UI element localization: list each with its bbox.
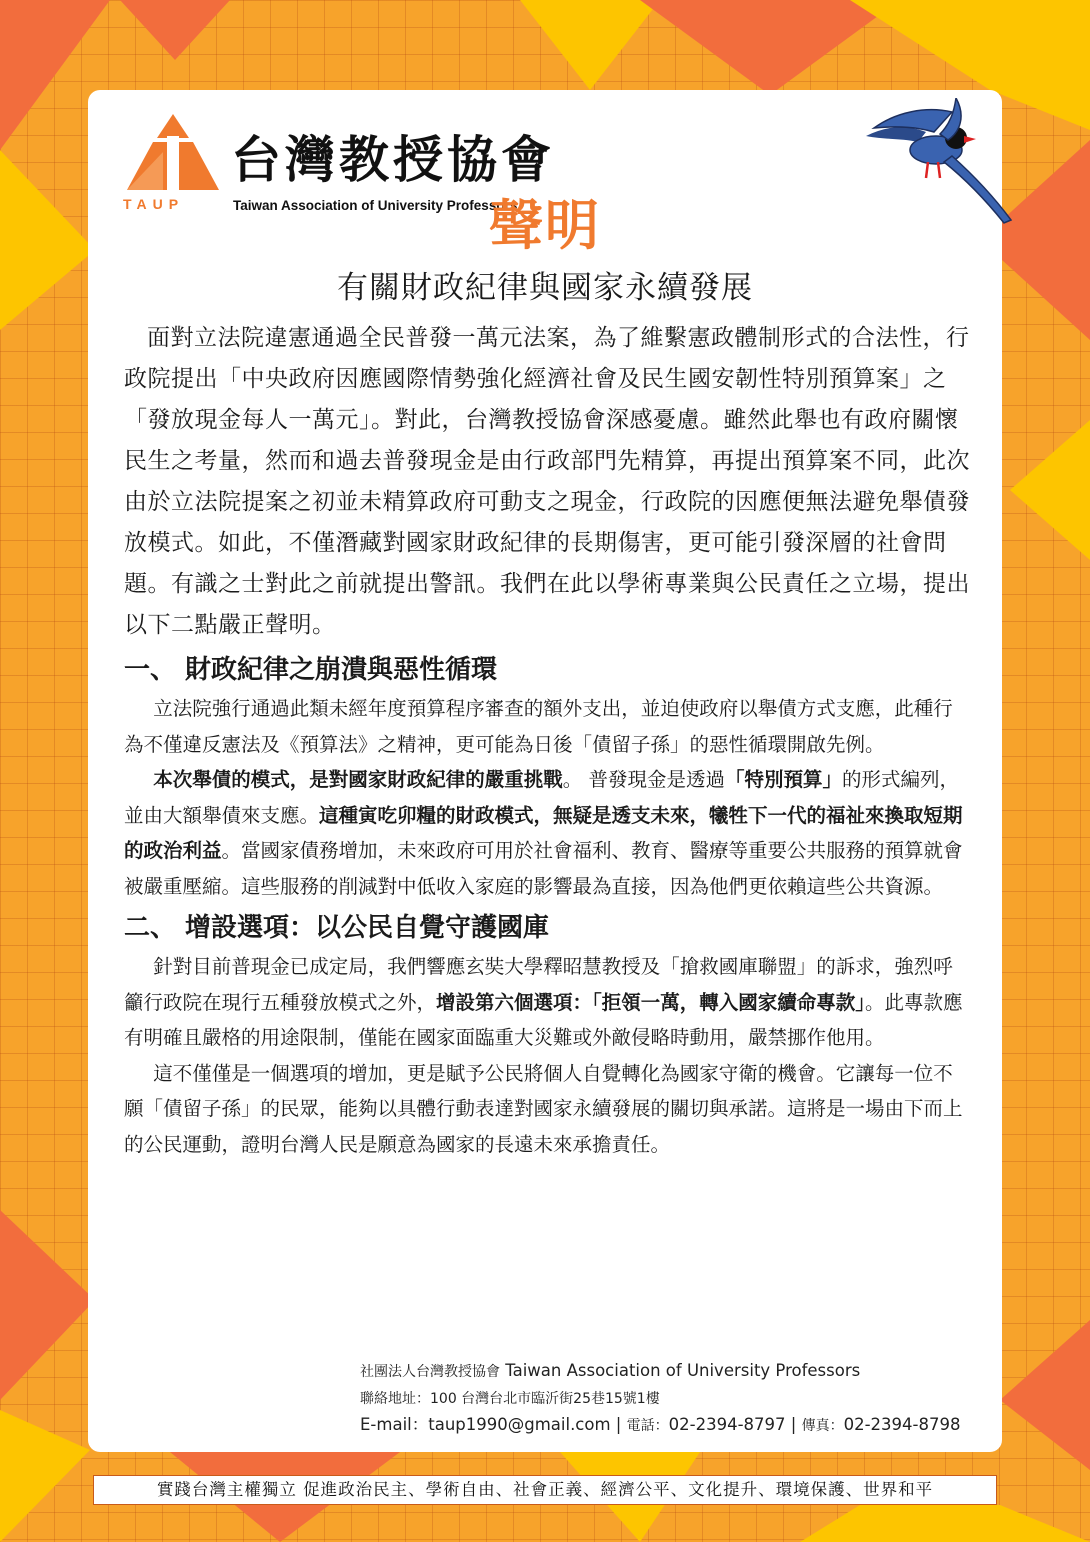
statement-sheet xyxy=(88,90,1002,1452)
section1-emphasis2: 「特別預算」 xyxy=(724,768,842,791)
section1-text2: 的形式編列，並由大額舉債來支應。 xyxy=(124,768,959,827)
statement-subtitle: 有關財政紀律與國家永續發展 xyxy=(337,270,753,306)
section1-emphasis3: 這種寅吃卯糧的財政模式，無疑是透支未來，犧牲下一代的福祉來換取短期的政治利益 xyxy=(124,803,963,862)
contact-footer xyxy=(360,1358,1000,1439)
section1-paragraph1: 立法院強行通過此類未經年度預算程序審查的額外支出，並迫使政府以舉債方式支應，此種行為不僅違反憲法及《預算法》之精神，更可能為日後「債留子孫」的惡性循環開啟先例。 xyxy=(124,697,953,756)
statement-title: 聲明 xyxy=(489,194,601,257)
slogan-bar: 實踐台灣主權獨立 促進政治民主、學術自由、社會正義、經濟公平、文化提升、環境保護、世界和平 xyxy=(93,1475,997,1505)
footer-fax-label: 傳真： xyxy=(801,1418,844,1434)
footer-email-label: E-mail： xyxy=(360,1415,429,1434)
footer-address xyxy=(360,1385,1000,1412)
section2-heading: 二、 增設選項：以公民自覺守護國庫 xyxy=(124,913,550,943)
statement-body xyxy=(124,318,970,1162)
footer-address-value: 100 台灣台北市臨沂街25巷15號1樓 xyxy=(430,1391,660,1407)
footer-fax-value: 02-2394-8798 xyxy=(843,1415,961,1434)
logo-chinese-name: 台灣教授協會 xyxy=(231,130,555,189)
section1-text1: 。 普發現金是透過 xyxy=(562,768,725,791)
section1-paragraph2 xyxy=(124,762,970,904)
footer-email-link[interactable]: taup1990@gmail.com xyxy=(428,1415,611,1434)
footer-org-cn: 社團法人台灣教授協會 xyxy=(360,1364,500,1380)
footer-phone-value: 02-2394-8797 xyxy=(668,1415,786,1434)
footer-organization xyxy=(360,1358,1000,1385)
footer-org-en: Taiwan Association of University Professors xyxy=(505,1361,861,1380)
section1-emphasis1: 本次舉債的模式，是對國家財政紀律的嚴重挑戰 xyxy=(153,768,563,791)
section2-text1: 針對目前普現金已成定局，我們響應玄奘大學釋昭慧教授及「搶救國庫聯盟」的訴求，強烈呼籲行政院在現行五種發放模式之外， xyxy=(124,955,953,1014)
footer-phone-label: 電話： xyxy=(626,1418,669,1434)
footer-contact-line: E-mail：taup1990@gmail.com | 電話：02-2394-8797 | 傳真：02-2394-8798 xyxy=(360,1415,961,1434)
section1-text3: 。當國家債務增加，未來政府可用於社會福利、教育、醫療等重要公共服務的預算就會被嚴重壓縮。這些服務的削減對中低收入家庭的影響最為直接，因為他們更依賴這些公共資源。 xyxy=(124,839,963,898)
logo-english-name: Taiwan Association of University Professors xyxy=(233,198,518,213)
footer-address-label: 聯絡地址： xyxy=(360,1391,430,1407)
taup-logo-icon xyxy=(123,112,223,192)
logo-abbreviation: TAUP xyxy=(123,196,185,212)
taup-logo xyxy=(123,112,555,213)
section1-heading: 一、 財政紀律之崩潰與惡性循環 xyxy=(124,655,498,685)
intro-paragraph: 面對立法院違憲通過全民普發一萬元法案，為了維繫憲政體制形式的合法性，行政院提出「中央政府因應國際情勢強化經濟社會及民生國安韌性特別預算案」之「發放現金每人一萬元」。對此，台灣教授協會深感憂慮。雖然此舉也有政府關懷民生之考量，然而和過去普發現金是由行政部門先精算，再提出預算案不同，此次由於立法院提案之初並未精算政府可動支之現金，行政院的因應便無法避免舉債發放模式。如此，不僅潛藏對國家財政紀律的長期傷害，更可能引發深層的社會問題。有識之士對此之前就提出警訊。我們在此以學術專業與公民責任之立場，提出以下二點嚴正聲明。 xyxy=(124,325,970,638)
section2-text2: 。此專款應有明確且嚴格的用途限制，僅能在國家面臨重大災難或外敵侵略時動用，嚴禁挪作他用。 xyxy=(124,990,963,1049)
section2-emphasis: 增設第六個選項：「拒領一萬，轉入國家續命專款」 xyxy=(436,990,866,1014)
section2-paragraph1 xyxy=(124,949,970,1056)
section2-paragraph2: 這不僅僅是一個選項的增加，更是賦予公民將個人自覺轉化為國家守衛的機會。它讓每一位不願「債留子孫」的民眾，能夠以具體行動表達對國家永續發展的關切與承諾。這將是一場由下而上的公民運動，證明台灣人民是願意為國家的長遠未來承擔責任。 xyxy=(124,1061,963,1156)
